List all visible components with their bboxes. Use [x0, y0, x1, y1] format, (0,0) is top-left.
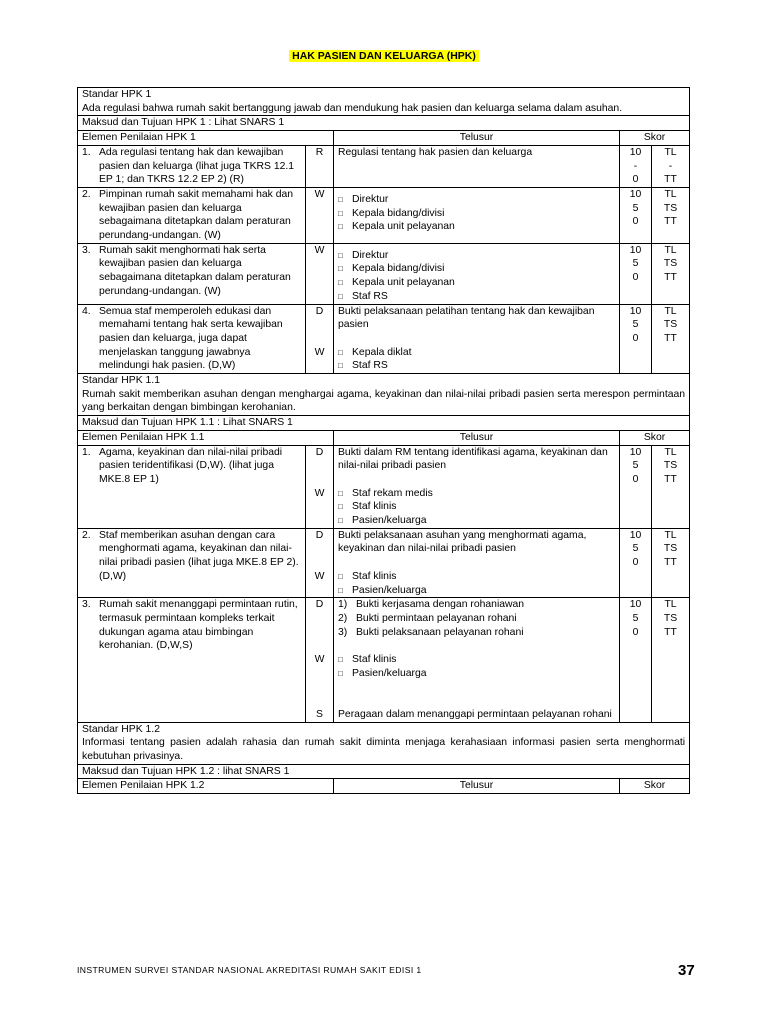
- telusur-header: Telusur: [334, 131, 620, 146]
- element-number: 4.: [82, 305, 91, 317]
- maksud-tujuan: Maksud dan Tujuan HPK 1.1 : Lihat SNARS 1: [78, 416, 690, 431]
- code-cell: [306, 243, 334, 304]
- telusur-text: Bukti pelaksanaan asuhan yang menghormati agama, keyakinan dan nilai-nilai pribadi pasien: [338, 529, 587, 555]
- bullet-item: □ Direktur: [338, 249, 389, 261]
- code-1: D: [315, 529, 324, 541]
- skor-values: 10 5 0: [620, 445, 652, 528]
- bullet-box-icon: □: [338, 516, 343, 526]
- skor-values: 10 5 0: [620, 528, 652, 598]
- elemen-header: Elemen Penilaian HPK 1.1: [78, 430, 334, 445]
- telusur-cell: [334, 187, 620, 243]
- standard-row: [78, 88, 690, 116]
- code-cell: [306, 304, 334, 374]
- code-2: W: [314, 487, 325, 499]
- standard-text: Rumah sakit memberikan asuhan dengan menghargai agama, keyakinan dan nilai-nilai pribadi pasien serta merespon permintaan yang berkaitan dengan bimbingan kerohanian.: [82, 388, 686, 414]
- telusur-cell: [334, 528, 620, 598]
- telusur-header: Telusur: [334, 779, 620, 794]
- code-2: W: [314, 346, 325, 358]
- element-number: 3.: [82, 599, 91, 611]
- skor-values: 10 - 0: [620, 145, 652, 187]
- bullet-item: □ Pasien/keluarga: [338, 515, 427, 527]
- element-row: [78, 445, 690, 528]
- telusur-header: Telusur: [334, 430, 620, 445]
- elemen-header: Elemen Penilaian HPK 1: [78, 131, 334, 146]
- skor-labels: TL TS TT: [652, 598, 690, 722]
- telusur-cell: [334, 304, 620, 374]
- code-1: D: [315, 446, 324, 458]
- code-1: W: [314, 188, 325, 200]
- maksud-row: [78, 416, 690, 431]
- bullet-box-icon: □: [338, 194, 343, 204]
- element-row: [78, 304, 690, 374]
- bullet-box-icon: □: [338, 347, 343, 357]
- telusur-cell: [334, 243, 620, 304]
- page-number: 37: [678, 962, 695, 979]
- skor-values: 10 5 0: [620, 243, 652, 304]
- bullet-item: □ Staf klinis: [338, 501, 397, 513]
- standard-row: [78, 722, 690, 764]
- bullet-item: □ Pasien/keluarga: [338, 584, 427, 596]
- maksud-tujuan: Maksud dan Tujuan HPK 1.2 : lihat SNARS 1: [78, 764, 690, 779]
- code-2: W: [314, 570, 325, 582]
- skor-labels: TL TS TT: [652, 445, 690, 528]
- bullet-box-icon: □: [338, 502, 343, 512]
- bullet-box-icon: □: [338, 361, 343, 371]
- telusur-text: Bukti dalam RM tentang identifikasi agama, keyakinan dan nilai-nilai pribadi pasien: [338, 446, 608, 472]
- bullet-box-icon: □: [338, 264, 343, 274]
- telusur-text: Bukti pelaksanaan pelatihan tentang hak dan kewajiban pasien: [338, 305, 595, 331]
- telusur-text: Regulasi tentang hak pasien dan keluarga: [338, 146, 533, 158]
- bullet-item: □ Kepala diklat: [338, 346, 412, 358]
- code-cell: [306, 528, 334, 598]
- element-row: [78, 243, 690, 304]
- skor-labels: TL TS TT: [652, 304, 690, 374]
- bullet-item: □ Staf klinis: [338, 570, 397, 582]
- standard-row: [78, 374, 690, 416]
- bullet-item: □ Pasien/keluarga: [338, 667, 427, 679]
- hpk-table: [77, 87, 690, 794]
- bullet-item: □ Kepala bidang/divisi: [338, 207, 445, 219]
- code-2: W: [314, 654, 325, 666]
- bullet-item: □ Staf RS: [338, 360, 388, 372]
- skor-values: 10 5 0: [620, 304, 652, 374]
- element-text: Rumah sakit menghormati hak serta kewajiban pasien dan keluarga sebagaimana ditetapkan dalam peraturan perundang-undangan. (W): [99, 244, 291, 297]
- bullet-box-icon: □: [338, 291, 343, 301]
- bullet-box-icon: □: [338, 250, 343, 260]
- skor-labels: TL TS TT: [652, 243, 690, 304]
- maksud-tujuan: Maksud dan Tujuan HPK 1 : Lihat SNARS 1: [78, 116, 690, 131]
- header-row: [78, 131, 690, 146]
- header-row: [78, 430, 690, 445]
- element-text: Semua staf memperoleh edukasi dan memahami tentang hak serta kewajiban pasien dan keluarga, juga dapat menjelaskan tanggung jawabnya melindungi hak pasien. (D,W): [99, 305, 283, 372]
- numbered-item: 1) Bukti kerjasama dengan rohaniawan: [338, 599, 525, 611]
- bullet-box-icon: □: [338, 668, 343, 678]
- code-1: D: [315, 305, 324, 317]
- document-title: HAK PASIEN DAN KELUARGA (HPK): [0, 46, 768, 64]
- telusur-cell: [334, 445, 620, 528]
- skor-labels: TL TS TT: [652, 528, 690, 598]
- bullet-box-icon: □: [338, 585, 343, 595]
- footer-text: INSTRUMEN SURVEI STANDAR NASIONAL AKREDITASI RUMAH SAKIT EDISI 1: [77, 965, 422, 975]
- bullet-item: □ Kepala bidang/divisi: [338, 263, 445, 275]
- code-1: R: [315, 146, 324, 158]
- standard-label: Standar HPK 1.2: [82, 723, 160, 735]
- maksud-row: [78, 116, 690, 131]
- telusur-cell: [334, 145, 620, 187]
- standard-label: Standar HPK 1.1: [82, 375, 160, 387]
- maksud-row: [78, 764, 690, 779]
- bullet-item: □ Staf rekam medis: [338, 487, 433, 499]
- skor-header: Skor: [620, 779, 690, 794]
- code-1: W: [314, 244, 325, 256]
- header-row: [78, 779, 690, 794]
- bullet-box-icon: □: [338, 222, 343, 232]
- element-text: Rumah sakit menanggapi permintaan rutin, termasuk permintaan kompleks terkait dukungan agama atau bimbingan kerohanian. (D,W,S): [99, 599, 298, 652]
- bullet-box-icon: □: [338, 655, 343, 665]
- bullet-item: □ Kepala unit pelayanan: [338, 221, 455, 233]
- code-cell: [306, 187, 334, 243]
- skor-values: 10 5 0: [620, 598, 652, 722]
- element-text: Ada regulasi tentang hak dan kewajiban pasien dan keluarga (lihat juga TKRS 12.1 EP 1; dan TKRS 12.2 EP 2) (R): [99, 146, 295, 186]
- bullet-item: □ Staf klinis: [338, 654, 397, 666]
- numbered-item: 3) Bukti pelaksanaan pelayanan rohani: [338, 626, 524, 638]
- element-text: Pimpinan rumah sakit memahami hak dan kewajiban pasien dan keluarga sebagaimana ditetapkan dalam peraturan perundang-undangan. (W): [99, 188, 294, 242]
- element-number: 2.: [82, 188, 91, 200]
- bullet-box-icon: □: [338, 278, 343, 288]
- elemen-header: Elemen Penilaian HPK 1.2: [78, 779, 334, 794]
- bullet-box-icon: □: [338, 488, 343, 498]
- element-text: Agama, keyakinan dan nilai-nilai pribadi pasien teridentifikasi (D,W). (lihat juga MKE.8 EP 1): [99, 446, 283, 485]
- element-number: 1.: [82, 146, 91, 158]
- element-number: 3.: [82, 244, 91, 256]
- element-number: 2.: [82, 529, 91, 541]
- code-cell: [306, 145, 334, 187]
- bullet-box-icon: □: [338, 208, 343, 218]
- code-3: S: [316, 708, 323, 720]
- element-number: 1.: [82, 446, 91, 458]
- bullet-box-icon: □: [338, 571, 343, 581]
- bullet-item: □ Direktur: [338, 193, 389, 205]
- element-text: Staf memberikan asuhan dengan cara menghormati agama, keyakinan dan nilai-nilai pribadi pasien (lihat juga MKE.8 EP 2). (D,W): [99, 529, 299, 582]
- telusur-cell: [334, 598, 620, 722]
- skor-header: Skor: [620, 131, 690, 146]
- skor-labels: TL TS TT: [652, 187, 690, 243]
- standard-text: Informasi tentang pasien adalah rahasia dan rumah sakit diminta menjaga kerahasiaan informasi pasien serta menghormati kebutuhan privasinya.: [82, 737, 686, 762]
- element-row: [78, 187, 690, 243]
- skor-values: 10 5 0: [620, 187, 652, 243]
- element-row: [78, 528, 690, 598]
- telusur-s-text: Peragaan dalam menanggapi permintaan pelayanan rohani: [338, 708, 612, 720]
- standard-text: Ada regulasi bahwa rumah sakit bertanggung jawab dan mendukung hak pasien dan keluarga selama dalam asuhan.: [82, 102, 623, 114]
- numbered-item: 2) Bukti permintaan pelayanan rohani: [338, 612, 517, 624]
- skor-labels: TL - TT: [652, 145, 690, 187]
- bullet-item: □ Staf RS: [338, 290, 388, 302]
- bullet-item: □ Kepala unit pelayanan: [338, 277, 455, 289]
- element-row: [78, 598, 690, 722]
- code-cell: [306, 598, 334, 722]
- code-1: D: [315, 599, 324, 611]
- skor-header: Skor: [620, 430, 690, 445]
- code-cell: [306, 445, 334, 528]
- standard-label: Standar HPK 1: [82, 89, 152, 100]
- element-row: [78, 145, 690, 187]
